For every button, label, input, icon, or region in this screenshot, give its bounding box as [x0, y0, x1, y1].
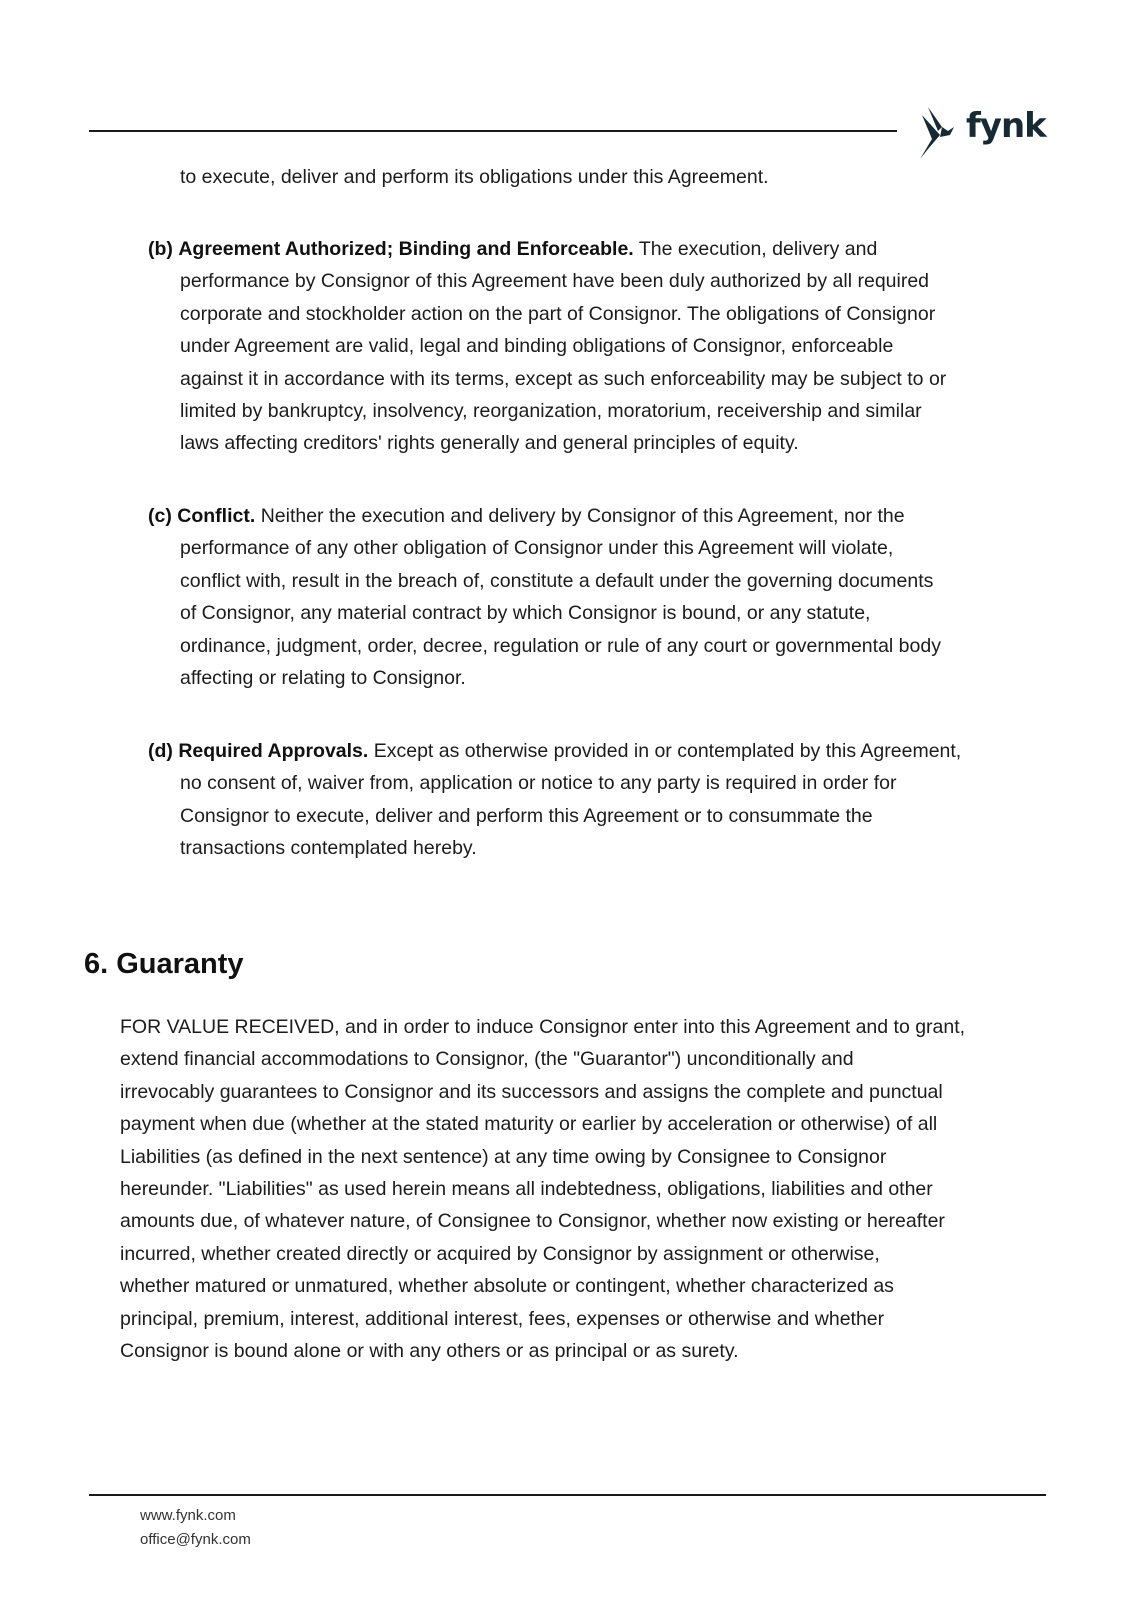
guaranty-line: principal, premium, interest, additional interest, fees, expenses or otherwise and whether: [120, 1307, 885, 1330]
clause-b-first-line: [148, 233, 946, 265]
clause-c-marker: (c): [148, 505, 172, 527]
guaranty-paragraph: [120, 1011, 965, 1367]
clause-c-line: performance of any other obligation of Consignor under this Agreement will violate,: [180, 537, 894, 560]
clause-b: [148, 233, 946, 460]
clause-c: [148, 500, 941, 694]
guaranty-line: extend financial accommodations to Consignor, (the "Guarantor") unconditionally and: [120, 1048, 854, 1071]
clause-b-marker: (b): [148, 238, 173, 260]
clause-c-line: Neither the execution and delivery by Consignor of this Agreement, nor the: [260, 505, 905, 527]
clause-d-title: Required Approvals.: [178, 740, 369, 762]
clause-b-line: The execution, delivery and: [638, 238, 878, 260]
clause-b-line: limited by bankruptcy, insolvency, reorganization, moratorium, receivership and similar: [180, 400, 922, 423]
guaranty-line: amounts due, of whatever nature, of Consignee to Consignor, whether now existing or hereafter: [120, 1210, 945, 1233]
brand-logo: [918, 104, 1048, 160]
guaranty-line: Consignor is bound alone or with any others or as principal or as surety.: [120, 1340, 739, 1363]
section-heading: 6. Guaranty: [84, 948, 244, 980]
clause-c-first-line: [148, 500, 941, 532]
guaranty-line: payment when due (whether at the stated maturity or earlier by acceleration or otherwise) of all: [120, 1113, 938, 1136]
clause-d: [148, 735, 961, 865]
clause-d-line: Consignor to execute, deliver and perform this Agreement or to consummate the: [180, 804, 873, 827]
footer: [140, 1504, 251, 1552]
clause-d-first-line: [148, 735, 961, 767]
clause-c-line: affecting or relating to Consignor.: [180, 667, 466, 690]
clause-d-line: Except as otherwise provided in or contemplated by this Agreement,: [373, 740, 962, 762]
clause-d-marker: (d): [148, 740, 173, 762]
clause-b-line: under Agreement are valid, legal and binding obligations of Consignor, enforceable: [180, 335, 894, 358]
guaranty-line: incurred, whether created directly or acquired by Consignor by assignment or otherwise,: [120, 1242, 880, 1265]
continuation-text: to execute, deliver and perform its obligations under this Agreement.: [180, 166, 769, 188]
clause-c-line: ordinance, judgment, order, decree, regulation or rule of any court or governmental body: [180, 634, 941, 657]
clause-d-line: transactions contemplated hereby.: [180, 837, 477, 860]
guaranty-line: FOR VALUE RECEIVED, and in order to induce Consignor enter into this Agreement and to grant,: [120, 1016, 966, 1038]
footer-website-link[interactable]: www.fynk.com: [140, 1507, 236, 1524]
footer-divider: [89, 1494, 1046, 1496]
clause-b-line: laws affecting creditors' rights generally and general principles of equity.: [180, 432, 799, 455]
footer-email-link[interactable]: office@fynk.com: [140, 1531, 251, 1548]
brand-name: fynk: [966, 106, 1046, 146]
guaranty-line: hereunder. "Liabilities" as used herein means all indebtedness, obligations, liabilities and other: [120, 1178, 933, 1201]
bird-icon: [918, 105, 964, 159]
guaranty-line: whether matured or unmatured, whether absolute or contingent, whether characterized as: [120, 1275, 894, 1298]
clause-b-title: Agreement Authorized; Binding and Enforceable.: [178, 238, 634, 260]
clause-c-line: of Consignor, any material contract by which Consignor is bound, or any statute,: [180, 602, 871, 625]
guaranty-line: Liabilities (as defined in the next sentence) at any time owing by Consignee to Consignor: [120, 1145, 887, 1168]
clause-d-line: no consent of, waiver from, application or notice to any party is required in order for: [180, 772, 897, 795]
guaranty-line: irrevocably guarantees to Consignor and its successors and assigns the complete and punctual: [120, 1080, 943, 1103]
clause-b-line: performance by Consignor of this Agreement have been duly authorized by all required: [180, 270, 930, 293]
clause-c-line: conflict with, result in the breach of, constitute a default under the governing documents: [180, 569, 934, 592]
clause-c-title: Conflict.: [177, 505, 256, 527]
header-divider: [89, 130, 897, 132]
clause-b-line: against it in accordance with its terms, except as such enforceability may be subject to or: [180, 367, 947, 390]
clause-b-line: corporate and stockholder action on the part of Consignor. The obligations of Consignor: [180, 302, 936, 325]
